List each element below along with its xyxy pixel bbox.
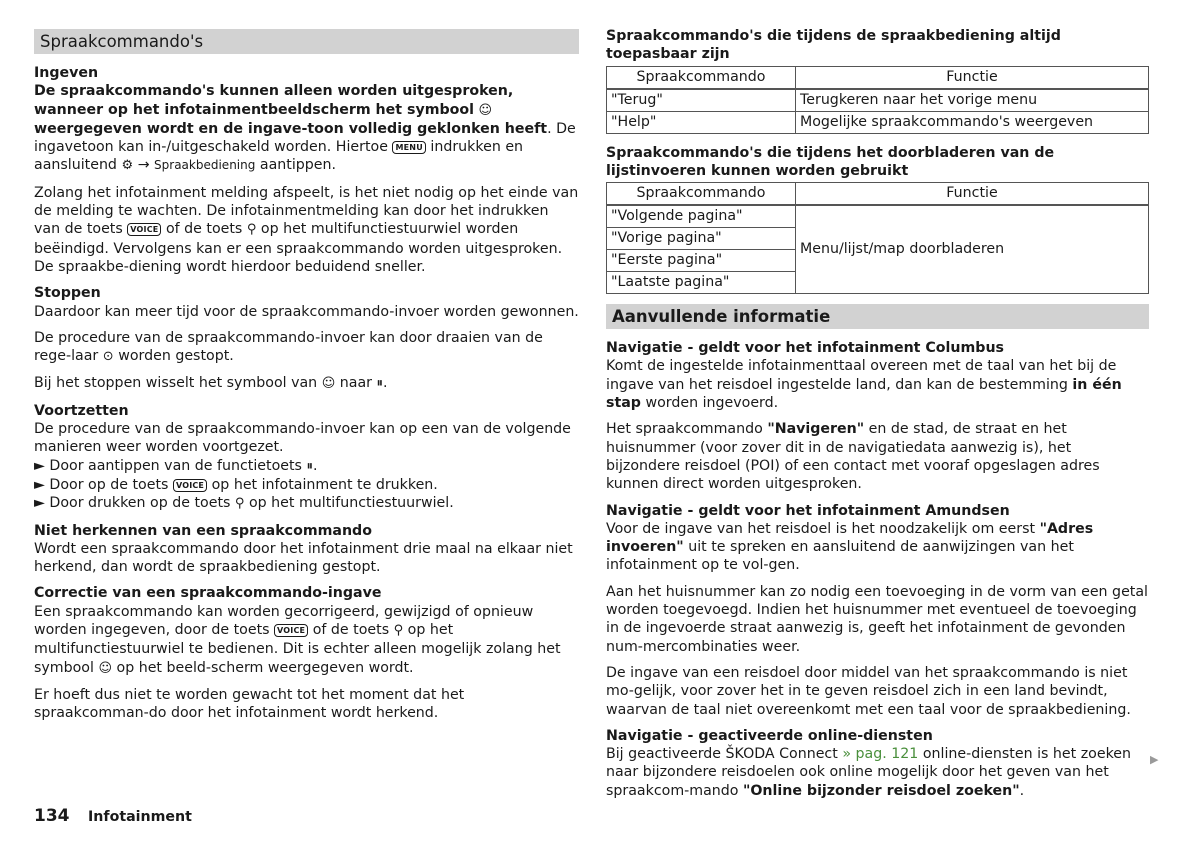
commands-table-always	[606, 66, 1149, 134]
table-row: "Eerste pagina"	[607, 250, 1149, 272]
paragraph-stoppen: Stoppen Daardoor kan meer tijd voor de spraakcommando-invoer worden gewonnen.	[34, 285, 579, 320]
steering-voice-icon: ⚲	[393, 623, 404, 639]
continue-arrow-icon: ▶	[1150, 753, 1159, 766]
table-caption: Spraakcommando's die tijdens het doorbladeren van de lijstinvoeren kunnen worden gebruikt	[606, 144, 1055, 179]
paragraph-stoppen-2: De procedure van de spraakcommando-invoer kan door draaien van de rege-laar ⊙ worden gestopt.	[34, 329, 543, 365]
table-caption: Spraakcommando's die tijdens de spraakbediening altijd toepasbaar zijn	[606, 28, 1061, 63]
paragraph-nav-amundsen: Navigatie - geldt voor het infotainment Amundsen Voor de ingave van het reisdoel is het noodzakelijk om eerst "Adres invoeren" uit te spreken en aansluitend de aanwijzingen van het infotainment op te vol-gen.	[606, 502, 1149, 575]
rotary-knob-icon: ⊙	[102, 349, 114, 365]
paragraph-nav-online: Navigatie - geactiveerde online-diensten Bij geactiveerde ŠKODA Connect » pag. 121 online-diensten is het zoeken naar bijzondere reisdoelen ook online mogelijk door het geven van het spraakcom-mando "Online bijzonder reisdoel zoeken".	[606, 727, 1149, 800]
heading-correctie: Correctie van een spraakcommando-ingave	[34, 585, 382, 602]
voice-key-icon: VOICE	[127, 223, 161, 236]
table-row: "Laatste pagina"	[607, 272, 1149, 294]
paragraph-nav-columbus: Navigatie - geldt voor het infotainment Columbus Komt de ingestelde infotainmenttaal overeen met de taal van het bij de ingave van het reisdoel ingestelde land, dan kan de bestemming in één stap worden ingevoerd.	[606, 339, 1149, 412]
paragraph-voortzetten: Voortzetten De procedure van de spraakcommando-invoer kan op een van de volgende manieren weer worden voortgezet. ► Door aantippen van de functietoets ⏸. ► Door op de toets VOICE op het infotainment te drukken. ► Door drukken op de toets ⚲ op het multifunctiestuurwiel.	[34, 402, 579, 514]
table-header-row: Spraakcommando Functie	[607, 66, 1149, 89]
list-item: ► Door drukken op de toets ⚲ op het multifunctiestuurwiel.	[34, 495, 454, 512]
commands-table-list	[606, 182, 1149, 294]
left-column	[34, 29, 579, 731]
page-footer	[34, 806, 192, 826]
section-name: Infotainment	[88, 809, 192, 825]
paragraph-zolang: Zolang het infotainment melding afspeelt, is het niet nodig op het einde van de melding te wachten. De infotainmentmelding kan door het indrukken van de toets VOICE of de toets ⚲ op het multifunctiestuurwiel worden beëindigd. Vervolgens kan er een spraakcommando worden uitgesproken. De spraakbe-diening wordt hierdoor beduidend sneller.	[34, 184, 579, 275]
paragraph-stoppen-3: Bij het stoppen wisselt het symbool van ☺ naar ⏸.	[34, 375, 388, 392]
page-number: 134	[34, 806, 70, 826]
heading-nav-columbus: Navigatie - geldt voor het infotainment Columbus	[606, 340, 1004, 357]
paragraph-ingeven: Ingeven De spraakcommando's kunnen alleen worden uitgesproken, wanneer op het infotainmentbeeldscherm het symbool ☺ weergegeven wordt en de ingave-toon volledig geklonken heeft. De ingavetoon kan in-/uitgeschakeld worden. Hiertoe MENU indrukken en aansluitend ⚙ → Spraakbediening aantippen.	[34, 64, 579, 176]
heading-voortzetten: Voortzetten	[34, 402, 129, 419]
paragraph-nav-amundsen-2: Aan het huisnummer kan zo nodig een toevoeging in de vorm van een getal worden toegevoegd. Indien het huisnummer met eventueel de toevoeging in de ingevoerde straat aanwezig is, geeft het infotainment de gevonden num-mercombinaties weer.	[606, 583, 1148, 655]
paragraph-correctie: Correctie van een spraakcommando-ingave Een spraakcommando kan worden gecorrigeerd, gewijzigd of opnieuw worden ingegeven, door de toets VOICE of de toets ⚲ op het multifunctiestuurwiel te bedienen. Dit is echter alleen mogelijk zolang het symbool ☺ op het beeld-scherm weergegeven wordt.	[34, 584, 579, 677]
paragraph-nav-columbus-2: Het spraakcommando "Navigeren" en de stad, de straat en het huisnummer (voor zover dit in de navigatiedata aanwezig is), het bijzondere reisdoel (POI) of een contact met vooraf opgeslagen adres kunnen direct worden uitgesproken.	[606, 421, 1100, 493]
steering-voice-icon: ⚲	[234, 496, 245, 512]
table-row: "Volgende pagina" Menu/lijst/map doorbladeren	[607, 205, 1149, 228]
section-banner: Aanvullende informatie	[606, 304, 1149, 329]
table-header-row: Spraakcommando Functie	[607, 183, 1149, 206]
paragraph-er-hoeft: Er hoeft dus niet te worden gewacht tot het moment dat het spraakcomman-do door het infotainment wordt herkend.	[34, 686, 465, 722]
speech-active-icon: ☺	[98, 660, 112, 676]
heading-niet-herkennen: Niet herkennen van een spraakcommando	[34, 522, 372, 539]
table-row: "Help" Mogelijke spraakcommando's weergeven	[607, 111, 1149, 133]
section-banner: Spraakcommando's	[34, 29, 579, 54]
heading-stoppen: Stoppen	[34, 285, 101, 302]
heading-nav-online: Navigatie - geactiveerde online-diensten	[606, 727, 933, 744]
table-row: "Vorige pagina"	[607, 228, 1149, 250]
steering-voice-icon: ⚲	[246, 222, 257, 238]
voice-key-icon: VOICE	[173, 479, 207, 492]
pause-icon: ⏸	[376, 376, 383, 392]
pause-icon: ⏸	[306, 458, 313, 474]
speech-active-icon: ☺	[478, 102, 493, 118]
voice-key-icon: VOICE	[274, 624, 308, 637]
paragraph-niet-herkennen: Niet herkennen van een spraakcommando Wordt een spraakcommando door het infotainment drie maal na elkaar niet herkend, dan wordt de spraakbediening gestopt.	[34, 522, 579, 577]
list-item: ► Door aantippen van de functietoets ⏸.	[34, 457, 318, 474]
heading-nav-amundsen: Navigatie - geldt voor het infotainment Amundsen	[606, 502, 1010, 519]
page-reference-link[interactable]: » pag. 121	[842, 746, 919, 763]
table-row: "Terug" Terugkeren naar het vorige menu	[607, 89, 1149, 112]
right-column	[606, 27, 1149, 808]
speech-active-icon: ☺	[321, 376, 336, 392]
heading-ingeven: Ingeven	[34, 65, 99, 81]
paragraph-nav-amundsen-3: De ingave van een reisdoel door middel van het spraakcommando is niet mo-gelijk, voor zover het in te geven reisdoel zich in een land bevindt, waarvan de taal niet overeenkomt met een taal voor de spraakbediening.	[606, 664, 1131, 718]
settings-icon: ⚙	[121, 158, 134, 174]
list-item: ► Door op de toets VOICE op het infotainment te drukken.	[34, 476, 438, 493]
menu-key-icon: MENU	[392, 141, 425, 154]
